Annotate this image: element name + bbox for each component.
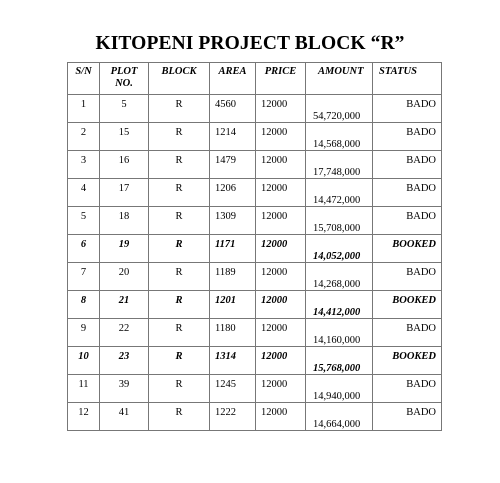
- cell-block: [149, 291, 210, 319]
- cell-sn: [68, 207, 100, 235]
- cell-plot-no: [100, 319, 149, 347]
- cell-sn: [68, 263, 100, 291]
- cell-block: [149, 375, 210, 403]
- cell-block: [149, 347, 210, 375]
- cell-plot-no-text: 22: [118, 323, 130, 334]
- cell-price-text: 12000: [261, 351, 288, 362]
- cell-block-text: R: [175, 211, 183, 222]
- table-row: [68, 347, 442, 375]
- cell-status-text: BADO: [406, 407, 436, 418]
- table-row: [68, 123, 442, 151]
- cell-sn: [68, 151, 100, 179]
- cell-plot-no-text: 15: [118, 127, 130, 138]
- header-plot-line2: NO.: [115, 78, 133, 89]
- table-row: [68, 151, 442, 179]
- cell-amount: [306, 263, 373, 291]
- cell-plot-no: [100, 347, 149, 375]
- cell-price-text: 12000: [261, 211, 288, 222]
- header-status: STATUS: [373, 63, 442, 95]
- cell-sn-text: 12: [78, 407, 89, 418]
- cell-sn: [68, 179, 100, 207]
- cell-price-text: 12000: [261, 407, 288, 418]
- cell-status: [373, 207, 442, 235]
- cell-status-text: BADO: [406, 155, 436, 166]
- cell-plot-no: [100, 375, 149, 403]
- cell-block: [149, 207, 210, 235]
- cell-block: [149, 95, 210, 123]
- cell-area: [210, 291, 256, 319]
- cell-block-text: R: [175, 267, 183, 278]
- cell-area: [210, 403, 256, 431]
- cell-amount: [306, 151, 373, 179]
- cell-status: [373, 263, 442, 291]
- cell-status-text: BOOKED: [392, 295, 436, 306]
- cell-sn-text: 6: [80, 239, 87, 250]
- cell-block-text: R: [175, 127, 183, 138]
- cell-sn: [68, 235, 100, 263]
- cell-status: [373, 151, 442, 179]
- cell-area-text: 1479: [215, 155, 236, 166]
- cell-block-text: R: [175, 295, 183, 306]
- cell-sn: [68, 347, 100, 375]
- cell-plot-no-text: 41: [118, 407, 130, 418]
- cell-block-text: R: [175, 351, 183, 362]
- cell-plot-no-text: 19: [118, 239, 130, 250]
- header-row: [68, 63, 442, 95]
- cell-status: [373, 179, 442, 207]
- cell-price: [256, 291, 306, 319]
- cell-sn: [68, 403, 100, 431]
- table-row: [68, 207, 442, 235]
- cell-amount-text: 54,720,000: [313, 111, 361, 122]
- cell-sn: [68, 123, 100, 151]
- cell-price: [256, 347, 306, 375]
- cell-price-text: 12000: [261, 183, 288, 194]
- cell-status: [373, 123, 442, 151]
- cell-plot-no-text: 18: [118, 211, 130, 222]
- cell-price: [256, 235, 306, 263]
- table-row: [68, 375, 442, 403]
- cell-plot-no-text: 21: [118, 295, 130, 306]
- cell-price-text: 12000: [261, 323, 288, 334]
- cell-area-text: 4560: [215, 99, 236, 110]
- cell-price-text: 12000: [261, 267, 288, 278]
- cell-status: [373, 375, 442, 403]
- cell-status-text: BADO: [406, 183, 436, 194]
- table-row: [68, 95, 442, 123]
- cell-block-text: R: [175, 155, 183, 166]
- header-plot-line1: PLOT: [110, 66, 138, 77]
- cell-status-text: BADO: [406, 323, 436, 334]
- cell-area-text: 1245: [215, 379, 236, 390]
- cell-status-text: BADO: [406, 379, 436, 390]
- cell-price-text: 12000: [261, 295, 288, 306]
- cell-amount: [306, 319, 373, 347]
- cell-area-text: 1222: [215, 407, 236, 418]
- cell-block-text: R: [175, 183, 183, 194]
- cell-plot-no: [100, 123, 149, 151]
- cell-sn: [68, 375, 100, 403]
- cell-amount-text: 17,748,000: [313, 167, 361, 178]
- cell-block-text: R: [175, 99, 183, 110]
- cell-plot-no: [100, 291, 149, 319]
- header-amount: AMOUNT: [306, 63, 373, 95]
- cell-price-text: 12000: [261, 155, 288, 166]
- cell-sn-text: 9: [80, 323, 87, 334]
- cell-status-text: BADO: [406, 211, 436, 222]
- cell-block-text: R: [175, 407, 183, 418]
- cell-block: [149, 319, 210, 347]
- cell-status: [373, 235, 442, 263]
- cell-price: [256, 207, 306, 235]
- cell-block: [149, 123, 210, 151]
- cell-plot-no: [100, 95, 149, 123]
- cell-sn-text: 1: [80, 99, 87, 110]
- cell-area: [210, 319, 256, 347]
- cell-area: [210, 235, 256, 263]
- cell-plot-no: [100, 235, 149, 263]
- cell-amount-text: 14,412,000: [313, 307, 361, 318]
- cell-amount-text: 14,268,000: [313, 279, 361, 290]
- cell-plot-no-text: 20: [118, 267, 130, 278]
- cell-sn-text: 7: [80, 267, 87, 278]
- header-block: BLOCK: [149, 63, 210, 95]
- cell-area-text: 1189: [215, 267, 236, 278]
- table-row: [68, 319, 442, 347]
- table-row: [68, 179, 442, 207]
- cell-area-text: 1309: [215, 211, 236, 222]
- cell-price-text: 12000: [261, 127, 288, 138]
- cell-amount: [306, 347, 373, 375]
- cell-area-text: 1180: [215, 323, 236, 334]
- cell-sn-text: 8: [80, 295, 87, 306]
- table-row: [68, 403, 442, 431]
- cell-status: [373, 291, 442, 319]
- cell-plot-no: [100, 263, 149, 291]
- cell-sn-text: 5: [80, 211, 87, 222]
- cell-price: [256, 263, 306, 291]
- cell-amount-text: 15,768,000: [313, 363, 361, 374]
- cell-sn: [68, 291, 100, 319]
- cell-sn-text: 2: [80, 127, 87, 138]
- table-row: [68, 235, 442, 263]
- cell-amount-text: 14,568,000: [313, 139, 361, 150]
- cell-status-text: BADO: [406, 127, 436, 138]
- cell-area: [210, 151, 256, 179]
- cell-area: [210, 347, 256, 375]
- cell-price: [256, 319, 306, 347]
- cell-sn: [68, 319, 100, 347]
- cell-amount-text: 14,160,000: [313, 335, 361, 346]
- cell-area: [210, 375, 256, 403]
- header-sn: S/N: [68, 63, 100, 95]
- cell-amount-text: 14,940,000: [313, 391, 361, 402]
- table-row: [68, 291, 442, 319]
- cell-plot-no: [100, 151, 149, 179]
- cell-area-text: 1201: [215, 295, 236, 306]
- cell-amount-text: 15,708,000: [313, 223, 361, 234]
- cell-sn-text: 4: [80, 183, 87, 194]
- cell-status-text: BADO: [406, 99, 436, 110]
- cell-area: [210, 207, 256, 235]
- header-price: PRICE: [256, 63, 306, 95]
- cell-status: [373, 403, 442, 431]
- cell-plot-no-text: 23: [118, 351, 130, 362]
- header-plot-no: [100, 63, 149, 95]
- cell-sn-text: 11: [78, 379, 89, 390]
- cell-area: [210, 179, 256, 207]
- cell-plot-no-text: 16: [118, 155, 130, 166]
- cell-amount: [306, 403, 373, 431]
- cell-amount: [306, 375, 373, 403]
- cell-amount: [306, 235, 373, 263]
- cell-block: [149, 151, 210, 179]
- cell-status-text: BOOKED: [392, 351, 436, 362]
- cell-amount-text: 14,052,000: [313, 251, 361, 262]
- cell-plot-no-text: 17: [118, 183, 130, 194]
- cell-price: [256, 95, 306, 123]
- document-title: KITOPENI PROJECT BLOCK “R”: [95, 33, 405, 54]
- cell-area-text: 1214: [215, 127, 236, 138]
- cell-area-text: 1171: [215, 239, 236, 250]
- cell-amount-text: 14,472,000: [313, 195, 361, 206]
- cell-plot-no: [100, 179, 149, 207]
- cell-status: [373, 95, 442, 123]
- cell-block: [149, 403, 210, 431]
- cell-plot-no-text: 39: [118, 379, 130, 390]
- header-area: AREA: [210, 63, 256, 95]
- cell-sn-text: 3: [80, 155, 87, 166]
- cell-status: [373, 347, 442, 375]
- cell-amount: [306, 95, 373, 123]
- cell-price: [256, 151, 306, 179]
- cell-price: [256, 403, 306, 431]
- cell-price-text: 12000: [261, 239, 288, 250]
- cell-area-text: 1206: [215, 183, 236, 194]
- cell-block-text: R: [175, 323, 183, 334]
- cell-plot-no: [100, 207, 149, 235]
- cell-price: [256, 375, 306, 403]
- cell-amount-text: 14,664,000: [313, 419, 361, 430]
- cell-amount: [306, 123, 373, 151]
- cell-price: [256, 179, 306, 207]
- cell-price-text: 12000: [261, 379, 288, 390]
- cell-area: [210, 123, 256, 151]
- cell-area-text: 1314: [215, 351, 236, 362]
- cell-status: [373, 319, 442, 347]
- cell-block-text: R: [175, 379, 183, 390]
- cell-block: [149, 263, 210, 291]
- cell-status-text: BOOKED: [392, 239, 436, 250]
- cell-price-text: 12000: [261, 99, 288, 110]
- cell-plot-no: [100, 403, 149, 431]
- cell-plot-no-text: 5: [121, 99, 127, 110]
- cell-amount: [306, 291, 373, 319]
- plots-table: [67, 62, 442, 431]
- cell-area: [210, 263, 256, 291]
- cell-sn-text: 10: [78, 351, 89, 362]
- cell-price: [256, 123, 306, 151]
- table-row: [68, 263, 442, 291]
- cell-sn: [68, 95, 100, 123]
- cell-block: [149, 235, 210, 263]
- cell-block: [149, 179, 210, 207]
- cell-area: [210, 95, 256, 123]
- cell-amount: [306, 179, 373, 207]
- cell-amount: [306, 207, 373, 235]
- cell-block-text: R: [175, 239, 183, 250]
- cell-status-text: BADO: [406, 267, 436, 278]
